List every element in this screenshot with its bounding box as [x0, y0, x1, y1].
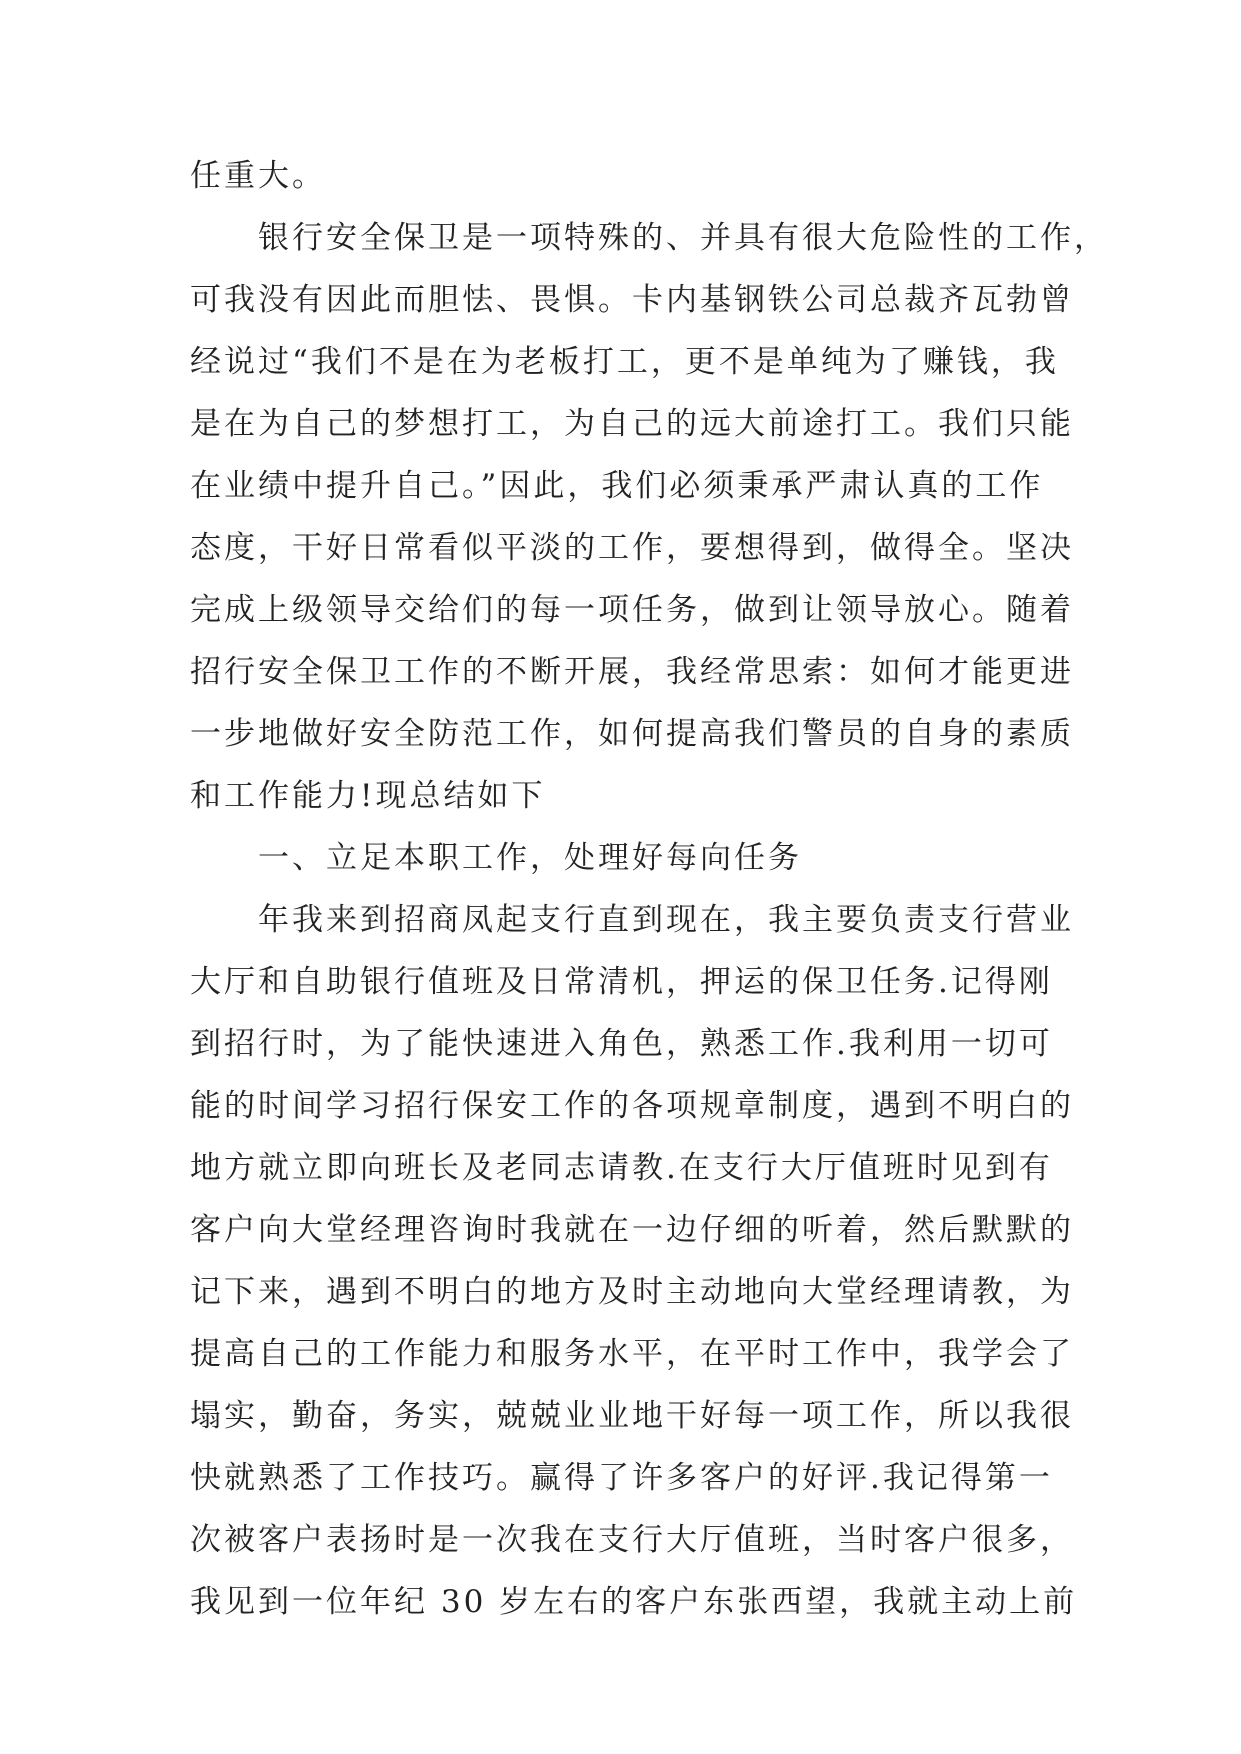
text-line: 到招行时，为了能快速进入角色，熟悉工作.我利用一切可 [190, 1026, 1053, 1062]
text-line: 客户向大堂经理咨询时我就在一边仔细的听着，然后默默的 [190, 1212, 1074, 1248]
text-line: 一步地做好安全防范工作，如何提高我们警员的自身的素质 [190, 716, 1074, 752]
text-line: 大厅和自助银行值班及日常清机，押运的保卫任务.记得刚 [190, 964, 1053, 1000]
text-line: 和工作能力!现总结如下 [190, 778, 546, 814]
text-line: 是在为自己的梦想打工，为自己的远大前途打工。我们只能 [190, 406, 1074, 442]
text-line: 塌实，勤奋，务实，兢兢业业地干好每一项工作，所以我很 [190, 1398, 1074, 1434]
text-line: 任重大。 [190, 158, 326, 194]
text-line: 完成上级领导交给们的每一项任务，做到让领导放心。随着 [190, 592, 1074, 628]
document-body [190, 145, 1108, 1633]
text-line: 银行安全保卫是一项特殊的、并具有很大危险性的工作， [190, 220, 1108, 256]
text-line: 我见到一位年纪 30 岁左右的客户东张西望，我就主动上前 [190, 1584, 1078, 1620]
text-line: 在业绩中提升自己。”因此，我们必须秉承严肃认真的工作 [190, 468, 1044, 504]
text-line: 提高自己的工作能力和服务水平，在平时工作中，我学会了 [190, 1336, 1074, 1372]
text-line: 经说过“我们不是在为老板打工，更不是单纯为了赚钱，我 [190, 344, 1059, 380]
text-line: 能的时间学习招行保安工作的各项规章制度，遇到不明白的 [190, 1088, 1074, 1124]
text-line: 快就熟悉了工作技巧。赢得了许多客户的好评.我记得第一 [190, 1460, 1053, 1496]
section-heading: 一、立足本职工作，处理好每向任务 [190, 840, 802, 876]
text-line: 次被客户表扬时是一次我在支行大厅值班，当时客户很多， [190, 1522, 1074, 1558]
text-line: 记下来，遇到不明白的地方及时主动地向大堂经理请教，为 [190, 1274, 1074, 1310]
text-line: 地方就立即向班长及老同志请教.在支行大厅值班时见到有 [190, 1150, 1053, 1186]
text-line: 可我没有因此而胆怯、畏惧。卡内基钢铁公司总裁齐瓦勃曾 [190, 282, 1074, 318]
text-line: 年我来到招商凤起支行直到现在，我主要负责支行营业 [190, 902, 1074, 938]
text-line: 招行安全保卫工作的不断开展，我经常思索：如何才能更进 [190, 654, 1074, 690]
text-line: 态度，干好日常看似平淡的工作，要想得到，做得全。坚决 [190, 530, 1074, 566]
